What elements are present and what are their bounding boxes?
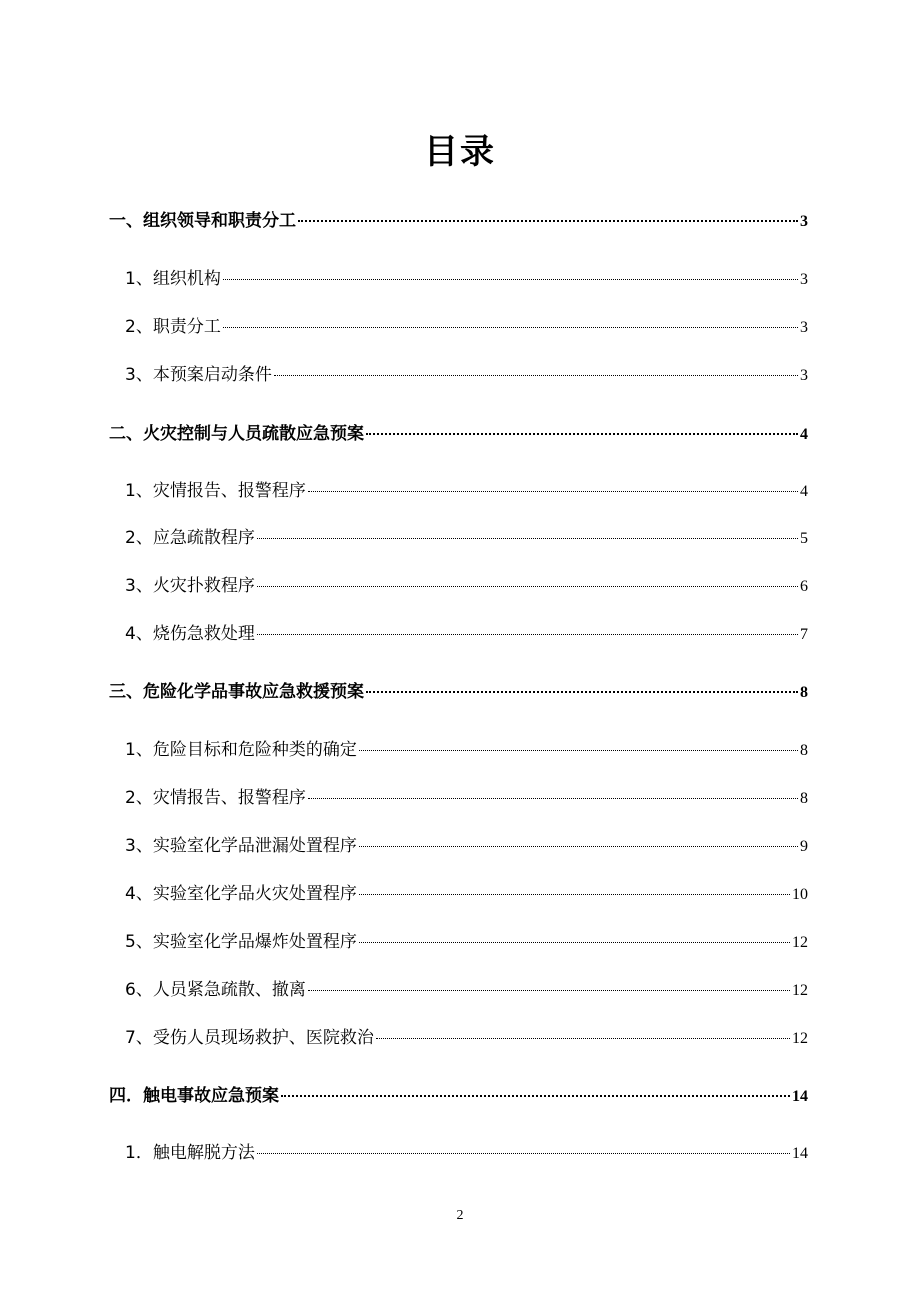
toc-entry[interactable] [125,571,808,597]
dot-leader [257,1153,790,1154]
dot-leader [359,750,798,751]
toc-entry[interactable] [125,975,808,1001]
toc-entry-text: 4、实验室化学品火灾处置程序 [125,884,357,904]
toc-entry-page: 3 [800,271,808,288]
toc-entry-page: 10 [792,886,808,903]
dot-leader [366,691,798,693]
dot-leader [298,220,798,222]
toc-entry-text: 6、人员紧急疏散、撤离 [125,980,306,1000]
dot-leader [366,433,798,435]
toc-entry-text: 1．触电解脱方法 [125,1143,255,1163]
toc-entry[interactable] [125,360,808,386]
toc-entry-section-1[interactable] [109,206,808,232]
toc-entry[interactable] [125,312,808,338]
toc-entry-text: 四．触电事故应急预案 [109,1086,279,1106]
toc-entry[interactable] [125,476,808,502]
toc-entry-page: 14 [792,1088,808,1105]
toc-entry-text: 7、受伤人员现场救护、医院救治 [125,1028,374,1048]
toc-entry-text: 3、火灾扑救程序 [125,576,255,596]
toc-entry-page: 3 [800,367,808,384]
toc-entry-page: 5 [800,530,808,547]
toc-entry-page: 4 [800,483,808,500]
toc-entry-page: 12 [792,934,808,951]
dot-leader [257,634,798,635]
dot-leader [257,586,798,587]
toc-entry-page: 12 [792,1030,808,1047]
dot-leader [376,1038,790,1039]
toc-entry-text: 3、实验室化学品泄漏处置程序 [125,836,357,856]
toc-entry-text: 2、应急疏散程序 [125,528,255,548]
toc-entry-text: 一、组织领导和职责分工 [109,211,296,231]
toc-entry-page: 9 [800,838,808,855]
toc-entry-page: 14 [792,1145,808,1162]
dot-leader [308,491,798,492]
toc-entry-text: 1、灾情报告、报警程序 [125,481,306,501]
toc-entry-text: 2、职责分工 [125,317,221,337]
toc-entry[interactable] [125,1138,808,1164]
toc-entry[interactable] [125,523,808,549]
dot-leader [274,375,798,376]
dot-leader [257,538,798,539]
toc-entry-section-3[interactable] [109,677,808,703]
toc-entry[interactable] [125,264,808,290]
dot-leader [223,279,798,280]
toc-entry-text: 1、危险目标和危险种类的确定 [125,740,357,760]
toc-entry-page: 12 [792,982,808,999]
toc-entry-text: 2、灾情报告、报警程序 [125,788,306,808]
toc-entry-text: 1、组织机构 [125,269,221,289]
toc-entry-page: 3 [800,213,808,230]
toc-entry[interactable] [125,879,808,905]
dot-leader [223,327,798,328]
page-number: 2 [456,1208,464,1223]
toc-entry-page: 7 [800,626,808,643]
toc-entry-text: 二、火灾控制与人员疏散应急预案 [109,424,364,444]
dot-leader [281,1095,790,1097]
toc-entry-section-2[interactable] [109,419,808,445]
toc-entry[interactable] [125,735,808,761]
toc-entry[interactable] [125,927,808,953]
toc-entry[interactable] [125,783,808,809]
toc-entry[interactable] [125,619,808,645]
dot-leader [359,894,790,895]
toc-title: 目录 [424,132,496,172]
toc-entry-page: 4 [800,426,808,443]
dot-leader [359,942,790,943]
dot-leader [308,798,798,799]
dot-leader [308,990,790,991]
toc-entry[interactable] [125,1023,808,1049]
toc-entry-section-4[interactable] [109,1081,808,1107]
toc-entry-text: 三、危险化学品事故应急救援预案 [109,682,364,702]
dot-leader [359,846,798,847]
toc-entry-page: 8 [800,684,808,701]
toc-entry-page: 8 [800,790,808,807]
toc-entry-page: 8 [800,742,808,759]
toc-entry-text: 3、本预案启动条件 [125,365,272,385]
toc-entry[interactable] [125,831,808,857]
toc-entry-text: 4、烧伤急救处理 [125,624,255,644]
toc-entry-text: 5、实验室化学品爆炸处置程序 [125,932,357,952]
toc-entry-page: 3 [800,319,808,336]
toc-entry-page: 6 [800,578,808,595]
